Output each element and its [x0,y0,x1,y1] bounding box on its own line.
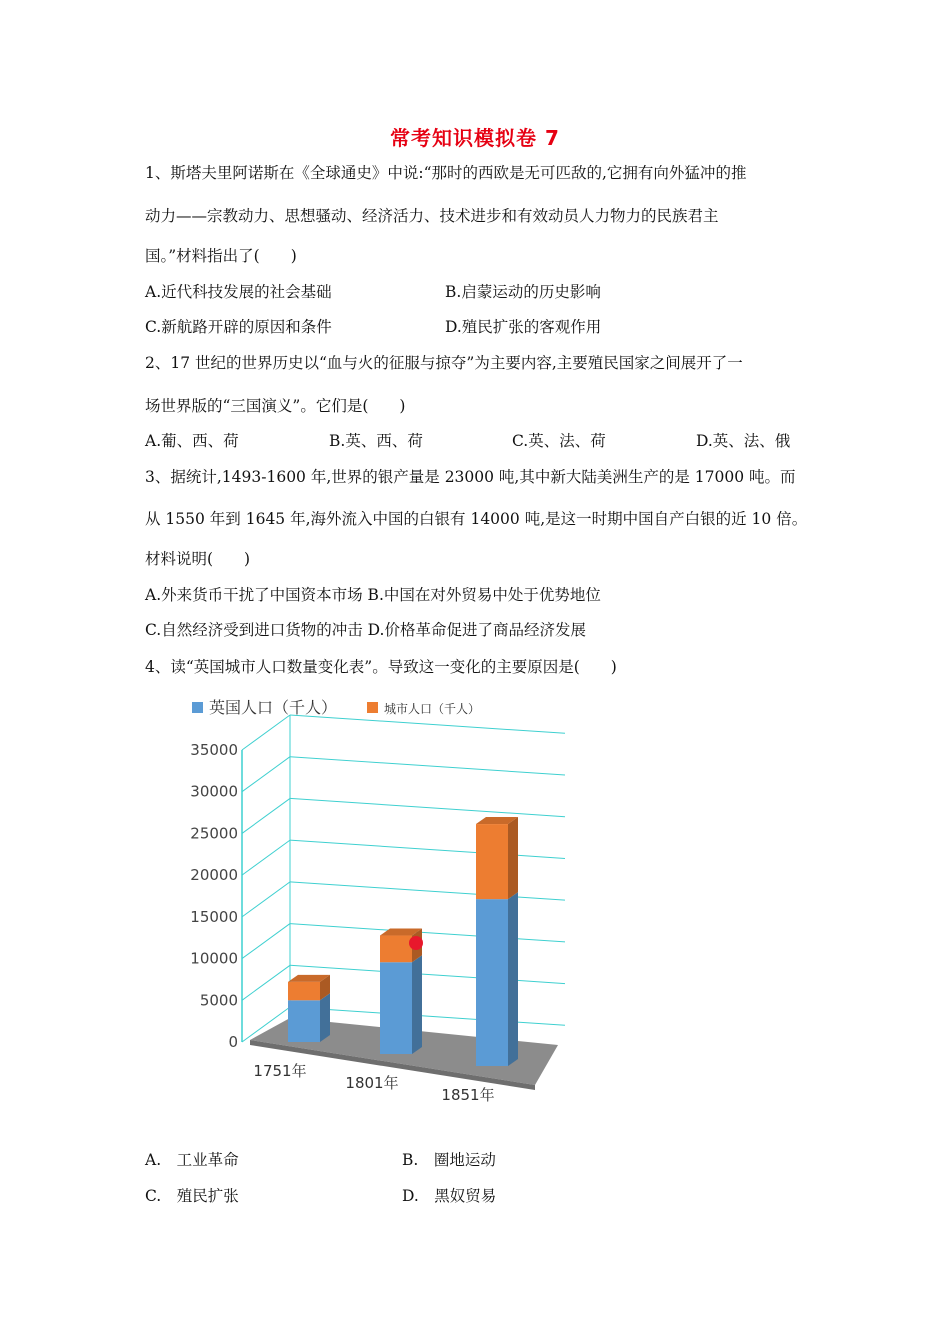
y-tick-4: 20000 [190,866,238,885]
q1-line-2: 动力——宗教动力、思想骚动、经济活力、技术进步和有效动员人力物力的民族君主 [145,207,719,225]
legend-label-0: 英国人口（千人） [209,698,338,717]
bar-1-0 [288,982,320,1000]
gridline-6 [290,757,565,775]
grid-diag-2 [242,924,290,959]
q1-option-c: C.新航路开辟的原因和条件 [145,318,332,336]
q3-option-ab: A.外来货币干扰了中国资本市场 B.中国在对外贸易中处于优势地位 [145,586,601,604]
population-chart [180,690,580,1120]
grid-diag-7 [242,715,290,750]
q3-option-cd: C.自然经济受到进口货物的冲击 D.价格革命促进了商品经济发展 [145,621,586,639]
y-tick-5: 25000 [190,824,238,843]
y-tick-3: 15000 [190,907,238,926]
gridline-4 [290,840,565,858]
marker-dot [409,936,423,950]
q1-line-1: 1、斯塔夫里阿诺斯在《全球通史》中说:“那时的西欧是无可匹敌的,它拥有向外猛冲的推 [145,164,747,182]
y-tick-0: 0 [228,1033,238,1051]
gridline-7 [290,715,565,733]
legend-swatch-1 [367,702,378,713]
gridline-3 [290,882,565,900]
grid-diag-1 [242,965,290,1000]
gridline-2 [290,924,565,942]
grid-diag-6 [242,757,290,792]
q2-option-b: B.英、西、荷 [329,432,423,450]
x-tick-2: 1851年 [441,1086,495,1104]
gridline-5 [290,798,565,816]
y-tick-7: 35000 [190,741,238,759]
q3-line-3: 材料说明( ) [145,550,251,568]
legend-label-1: 城市人口（千人） [384,702,481,716]
legend-swatch-0 [192,702,203,713]
q2-line-2: 场世界版的“三国演义”。它们是( ) [145,397,406,415]
q4-option-c: C. 殖民扩张 [145,1187,239,1205]
bar-0-0 [288,1000,320,1042]
q1-option-a: A.近代科技发展的社会基础 [145,283,332,301]
q4-option-a: A. 工业革命 [145,1151,239,1169]
q1-line-3: 国。”材料指出了( ) [145,247,297,265]
q4-option-d: D. 黑奴贸易 [402,1187,497,1205]
bar-1-1 [380,936,412,963]
bar-side-1-2 [508,817,518,899]
page-title: 常考知识模拟卷 7 [390,126,560,150]
q2-option-c: C.英、法、荷 [512,432,606,450]
grid-diag-5 [242,798,290,833]
bar-side-0-2 [508,892,518,1066]
grid-diag-4 [242,840,290,875]
bar-1-2 [476,824,508,899]
q3-line-2: 从 1550 年到 1645 年,海外流入中国的白银有 14000 吨,是这一时期中国自产白银的近 10 倍。 [145,510,808,528]
grid-diag-3 [242,882,290,917]
x-tick-0: 1751年 [253,1062,307,1080]
q4-option-b: B. 圈地运动 [402,1151,496,1169]
q2-option-a: A.葡、西、荷 [145,432,239,450]
bar-side-0-1 [412,955,422,1054]
bar-0-1 [380,962,412,1054]
q1-option-b: B.启蒙运动的历史影响 [445,283,601,301]
q4-line-1: 4、读“英国城市人口数量变化表”。导致这一变化的主要原因是( ) [145,658,617,676]
q2-line-1: 2、17 世纪的世界历史以“血与火的征服与掠夺”为主要内容,主要殖民国家之间展开了一 [145,354,743,372]
y-tick-6: 30000 [190,782,238,801]
bar-side-0-0 [320,993,330,1042]
gridline-1 [290,965,565,983]
y-tick-2: 10000 [190,949,238,968]
y-tick-1: 5000 [199,991,238,1010]
x-tick-1: 1801年 [345,1074,399,1092]
q2-option-d: D.英、法、俄 [696,432,791,450]
bar-0-2 [476,899,508,1066]
q1-option-d: D.殖民扩张的客观作用 [445,318,602,336]
q3-line-1: 3、据统计,1493-1600 年,世界的银产量是 23000 吨,其中新大陆美洲生产的是 17000 吨。而 [145,468,796,486]
